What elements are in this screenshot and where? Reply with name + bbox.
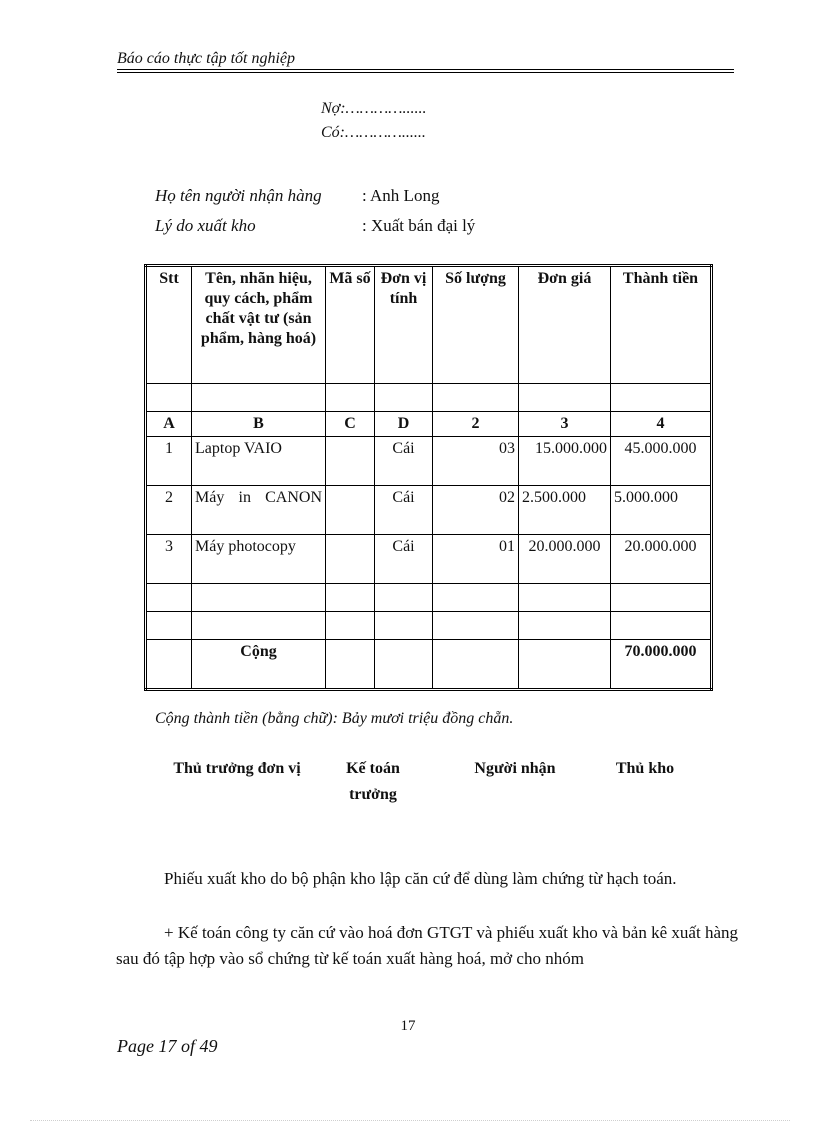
col-header-unit: Đơn vị tính — [375, 266, 433, 384]
debit-account: Nợ:…………...... — [321, 100, 427, 117]
row-amount: 5.000.000 — [611, 486, 712, 535]
row-code — [326, 437, 375, 486]
row-unit: Cái — [375, 437, 433, 486]
signature-chief-accountant: Kế toán trưởng — [346, 760, 400, 803]
receiver-label: Họ tên người nhận hàng — [155, 186, 322, 205]
reason-label: Lý do xuất kho — [155, 216, 256, 235]
row-stt: 2 — [146, 486, 192, 535]
code-cell: 3 — [519, 412, 611, 437]
row-amount: 20.000.000 — [611, 535, 712, 584]
row-name: Máy photocopy — [192, 535, 326, 584]
reason-value: : Xuất bán đại lý — [362, 216, 476, 235]
table-code-row — [146, 412, 712, 437]
code-cell: D — [375, 412, 433, 437]
goods-issue-table — [144, 264, 713, 691]
receiver-value: : Anh Long — [362, 186, 440, 205]
total-amount: 70.000.000 — [611, 640, 712, 690]
code-cell: 2 — [433, 412, 519, 437]
row-qty: 02 — [433, 486, 519, 535]
page-footer: Page 17 of 49 — [117, 1036, 218, 1056]
code-cell: B — [192, 412, 326, 437]
row-qty: 01 — [433, 535, 519, 584]
paragraph-2: + Kế toán công ty căn cứ vào hoá đơn GTGT và phiếu xuất kho và bản kê xuất hàng sau đó tập hợp vào sổ chứng từ kế toán xuất hàng hoá, mở cho nhóm — [116, 923, 738, 968]
table-header-row — [146, 266, 712, 384]
header-divider-bottom — [117, 72, 734, 73]
table-row — [146, 437, 712, 486]
col-header-name: Tên, nhãn hiệu, quy cách, phẩm chất vật tư (sản phẩm, hàng hoá) — [192, 266, 326, 384]
row-price: 20.000.000 — [519, 535, 611, 584]
row-unit: Cái — [375, 535, 433, 584]
table-row — [146, 612, 712, 640]
row-code — [326, 535, 375, 584]
row-price: 15.000.000 — [519, 437, 611, 486]
row-name: Laptop VAIO — [192, 437, 326, 486]
col-header-stt: Stt — [146, 266, 192, 384]
code-cell: A — [146, 412, 192, 437]
paragraph-1: Phiếu xuất kho do bộ phận kho lập căn cứ để dùng làm chứng từ hạch toán. — [164, 869, 677, 888]
col-header-qty: Số lượng — [433, 266, 519, 384]
signature-head: Thủ trưởng đơn vị — [173, 760, 301, 777]
row-name: Máy in CANON — [192, 486, 326, 535]
row-price: 2.500.000 — [519, 486, 611, 535]
header-divider-top — [117, 69, 734, 70]
table-row — [146, 584, 712, 612]
col-header-amount: Thành tiền — [611, 266, 712, 384]
table-row — [146, 486, 712, 535]
row-amount: 45.000.000 — [611, 437, 712, 486]
total-in-words: Cộng thành tiền (bằng chữ): Bảy mươi triệu đồng chẵn. — [155, 710, 514, 727]
row-stt: 3 — [146, 535, 192, 584]
report-header-title: Báo cáo thực tập tốt nghiệp — [117, 50, 296, 67]
row-stt: 1 — [146, 437, 192, 486]
row-qty: 03 — [433, 437, 519, 486]
code-cell: 4 — [611, 412, 712, 437]
total-label: Cộng — [192, 640, 326, 690]
signature-receiver: Người nhận — [474, 760, 556, 777]
table-row — [146, 535, 712, 584]
col-header-code: Mã số — [326, 266, 375, 384]
table-total-row — [146, 640, 712, 690]
row-unit: Cái — [375, 486, 433, 535]
code-cell: C — [326, 412, 375, 437]
page-edge-divider — [30, 1120, 790, 1121]
col-header-price: Đơn giá — [519, 266, 611, 384]
page-number: 17 — [400, 1018, 416, 1034]
credit-account: Có:…………...... — [321, 124, 426, 141]
row-code — [326, 486, 375, 535]
signature-storekeeper: Thủ kho — [615, 760, 675, 777]
table-row — [146, 384, 712, 412]
